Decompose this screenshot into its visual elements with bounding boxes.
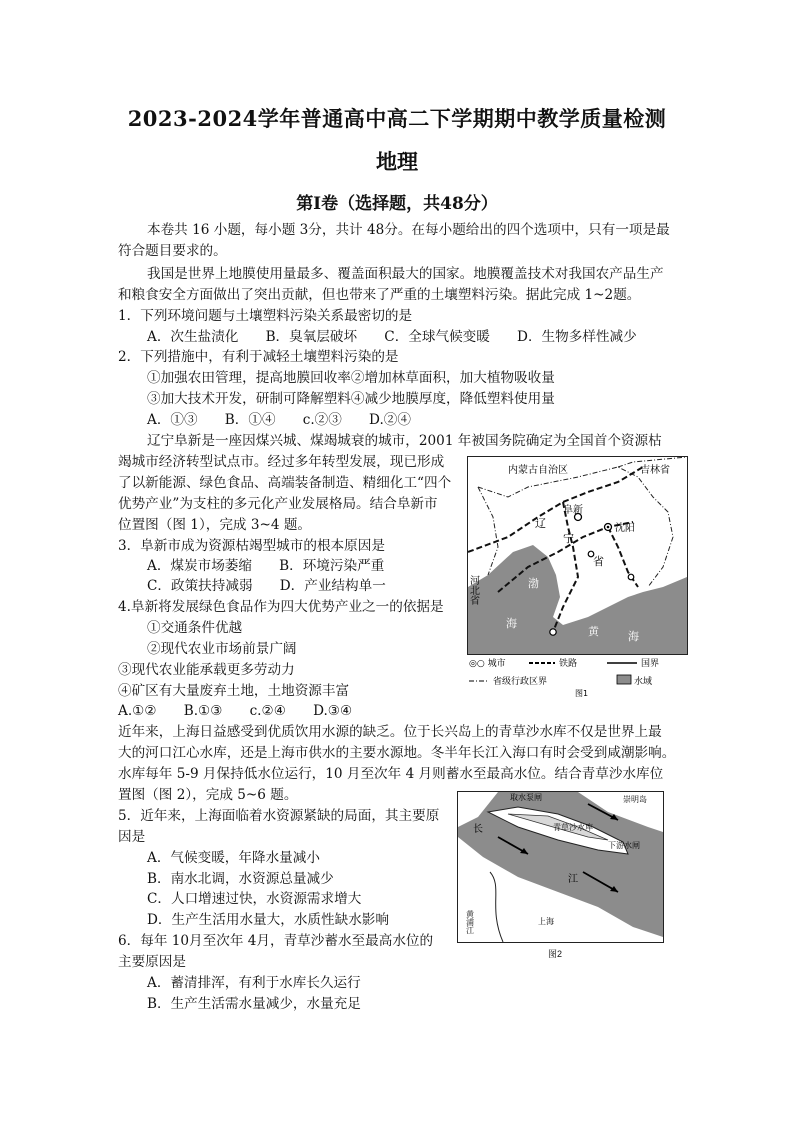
city-dalian-marker (550, 629, 556, 635)
label-hai-1: 海 (506, 617, 517, 630)
question-5: 因是 (118, 829, 146, 845)
q2-statement: ①加强农田管理，提高地膜回收率②增加林草面积，加大植物吸收量 (147, 370, 555, 386)
label-inner-mongolia: 内蒙古自治区 (508, 465, 568, 476)
question-2: 2．下列措施中，有利于减轻土壤塑料污染的是 (118, 349, 399, 365)
q4-statement: ②现代农业市场前景广阔 (147, 641, 297, 657)
city-marker (628, 574, 634, 580)
label-shenyang: 沈阳 (615, 523, 635, 534)
railway-line (553, 502, 578, 632)
q4-statement: ③现代农业能承载更多劳动力 (118, 662, 295, 678)
figure-1-caption: 图1 (575, 689, 589, 698)
sea-area (468, 545, 687, 654)
label-hai-2: 海 (628, 630, 639, 643)
subject-title: 地理 (376, 149, 418, 174)
instructions-line: 符合题目要求的。 (118, 243, 227, 259)
label-reservoir: 青草沙水库 (553, 823, 593, 832)
label-shanghai: 上海 (538, 917, 554, 926)
question-6: 6．每年 10月至次年 4月，青草沙蓄水至最高水位的 (118, 933, 434, 949)
section-title: 第I卷（选择题，共48分） (296, 194, 498, 214)
passage-line: 大的河口江心水库，还是上海市供水的主要水源地。冬半年长江入海口有时会受到咸潮影响。 (118, 745, 676, 761)
legend-water-symbol (617, 675, 631, 684)
label-huangpu-river: 黄浦江 (465, 910, 475, 934)
legend-water: 水域 (634, 677, 653, 687)
label-jilin: 吉林省 (640, 465, 670, 476)
question-6: 主要原因是 (118, 954, 186, 970)
label-fuxin: 阜新 (563, 505, 583, 516)
label-jiang: 江 (568, 874, 578, 885)
page-title: 2023-2024学年普通高中高二下学期期中教学质量检测 (127, 106, 667, 131)
label-huang: 黄 (588, 625, 599, 638)
passage-line: 辽宁阜新是一座因煤兴城、煤竭城衰的城市，2001 年被国务院确定为全国首个资源枯 (147, 433, 662, 449)
legend-province-border: 省级行政区界 (493, 677, 548, 687)
label-downstream-gate: 下游水闸 (608, 841, 640, 850)
label-chongming: 崇明岛 (623, 795, 647, 804)
figure-2-caption: 图2 (548, 949, 563, 959)
label-hebei: 河北省 (468, 575, 479, 605)
q1-options: A．次生盐渍化 B．臭氧层破坏 C．全球气候变暖 D．生物多样性减少 (147, 329, 637, 345)
passage-line: 位置图（图 1），完成 3~4 题。 (118, 517, 312, 533)
q4-statement: ④矿区有大量废弃土地，土地资源丰富 (118, 683, 350, 699)
q3-options: C．政策扶持减弱 D．产业结构单一 (147, 578, 386, 594)
railway-line (468, 467, 643, 552)
label-intake-gate: 取水泵闸 (510, 793, 542, 802)
q4-options: A.①② B.①③ c.②④ D.③④ (118, 703, 353, 719)
q2-options: A．①③ B．①④ c.②③ D.②④ (147, 412, 411, 428)
q3-options: A．煤炭市场萎缩 B．环境污染严重 (147, 558, 385, 574)
label-liao: 辽 (535, 517, 546, 530)
figure-1-map (467, 456, 688, 655)
figure-1-legend (467, 654, 692, 698)
passage-line: 近年来，上海日益感受到优质饮用水源的缺乏。位于长兴岛上的青草沙水库不仅是世界上最 (118, 724, 662, 740)
label-sheng: 省 (593, 555, 604, 568)
province-border-hebei (478, 487, 498, 575)
label-bo: 渤 (528, 577, 539, 590)
instructions-line: 本卷共 16 小题，每小题 3分，共计 48分。在每小题给出的四个选项中，只有一项是最 (147, 222, 670, 238)
q5-option-c: C．人口增速过快，水资源需求增大 (147, 891, 362, 907)
q5-option-b: B．南水北调，水资源总量减少 (147, 871, 334, 887)
q5-option-a: A．气候变暖，年降水量减小 (147, 850, 320, 866)
question-3: 3．阜新市成为资源枯竭型城市的根本原因是 (118, 538, 385, 554)
label-chang: 长 (473, 824, 483, 835)
q6-option-a: A．蓄清排浑，有利于水库长久运行 (147, 975, 361, 991)
passage-line: 优势产业”为支柱的多元化产业发展格局。结合阜新市 (118, 496, 438, 512)
q2-statement: ③加大技术开发，研制可降解塑料④减少地膜厚度，降低塑料使用量 (147, 391, 555, 407)
q5-option-d: D．生产生活用水量大，水质性缺水影响 (147, 912, 389, 928)
liaoning-map-graphic (468, 457, 687, 654)
question-1: 1．下列环境问题与土壤塑料污染关系最密切的是 (118, 308, 413, 324)
passage-line: 了以新能源、绿色食品、高端装备制造、精细化工“四个 (118, 475, 452, 491)
legend-rail: 铁路 (559, 659, 578, 669)
passage-line: 我国是世界上地膜使用量最多、覆盖面积最大的国家。地膜覆盖技术对我国农产品生产 (147, 266, 664, 282)
passage-line: 水库每年 5-9 月保持低水位运行，10 月至次年 4 月则蓄水至最高水位。结合青草沙水库位 (118, 766, 664, 782)
question-4: 4.阜新将发展绿色食品作为四大优势产业之一的依据是 (118, 599, 444, 615)
legend-city: ◎○ 城市 (469, 659, 506, 669)
question-5: 5．近年来，上海面临着水资源紧缺的局面，其主要原 (118, 808, 440, 824)
legend-border: 国界 (641, 659, 660, 669)
q6-option-b: B．生产生活需水量减少，水量充足 (147, 996, 361, 1012)
passage-line: 竭城市经济转型试点市。经过多年转型发展，现已形成 (118, 454, 445, 470)
yangtze-estuary-graphic (458, 792, 663, 942)
q4-statement: ①交通条件优越 (147, 620, 243, 636)
passage-line: 置图（图 2），完成 5~6 题。 (118, 787, 298, 803)
figure-2-map (457, 791, 664, 943)
city-shenyang-dot (607, 526, 610, 529)
passage-line: 和粮食安全方面做出了突出贡献，但也带来了严重的土壤塑料污染。据此完成 1~2题。 (118, 287, 641, 303)
label-ning: 宁 (563, 532, 574, 545)
